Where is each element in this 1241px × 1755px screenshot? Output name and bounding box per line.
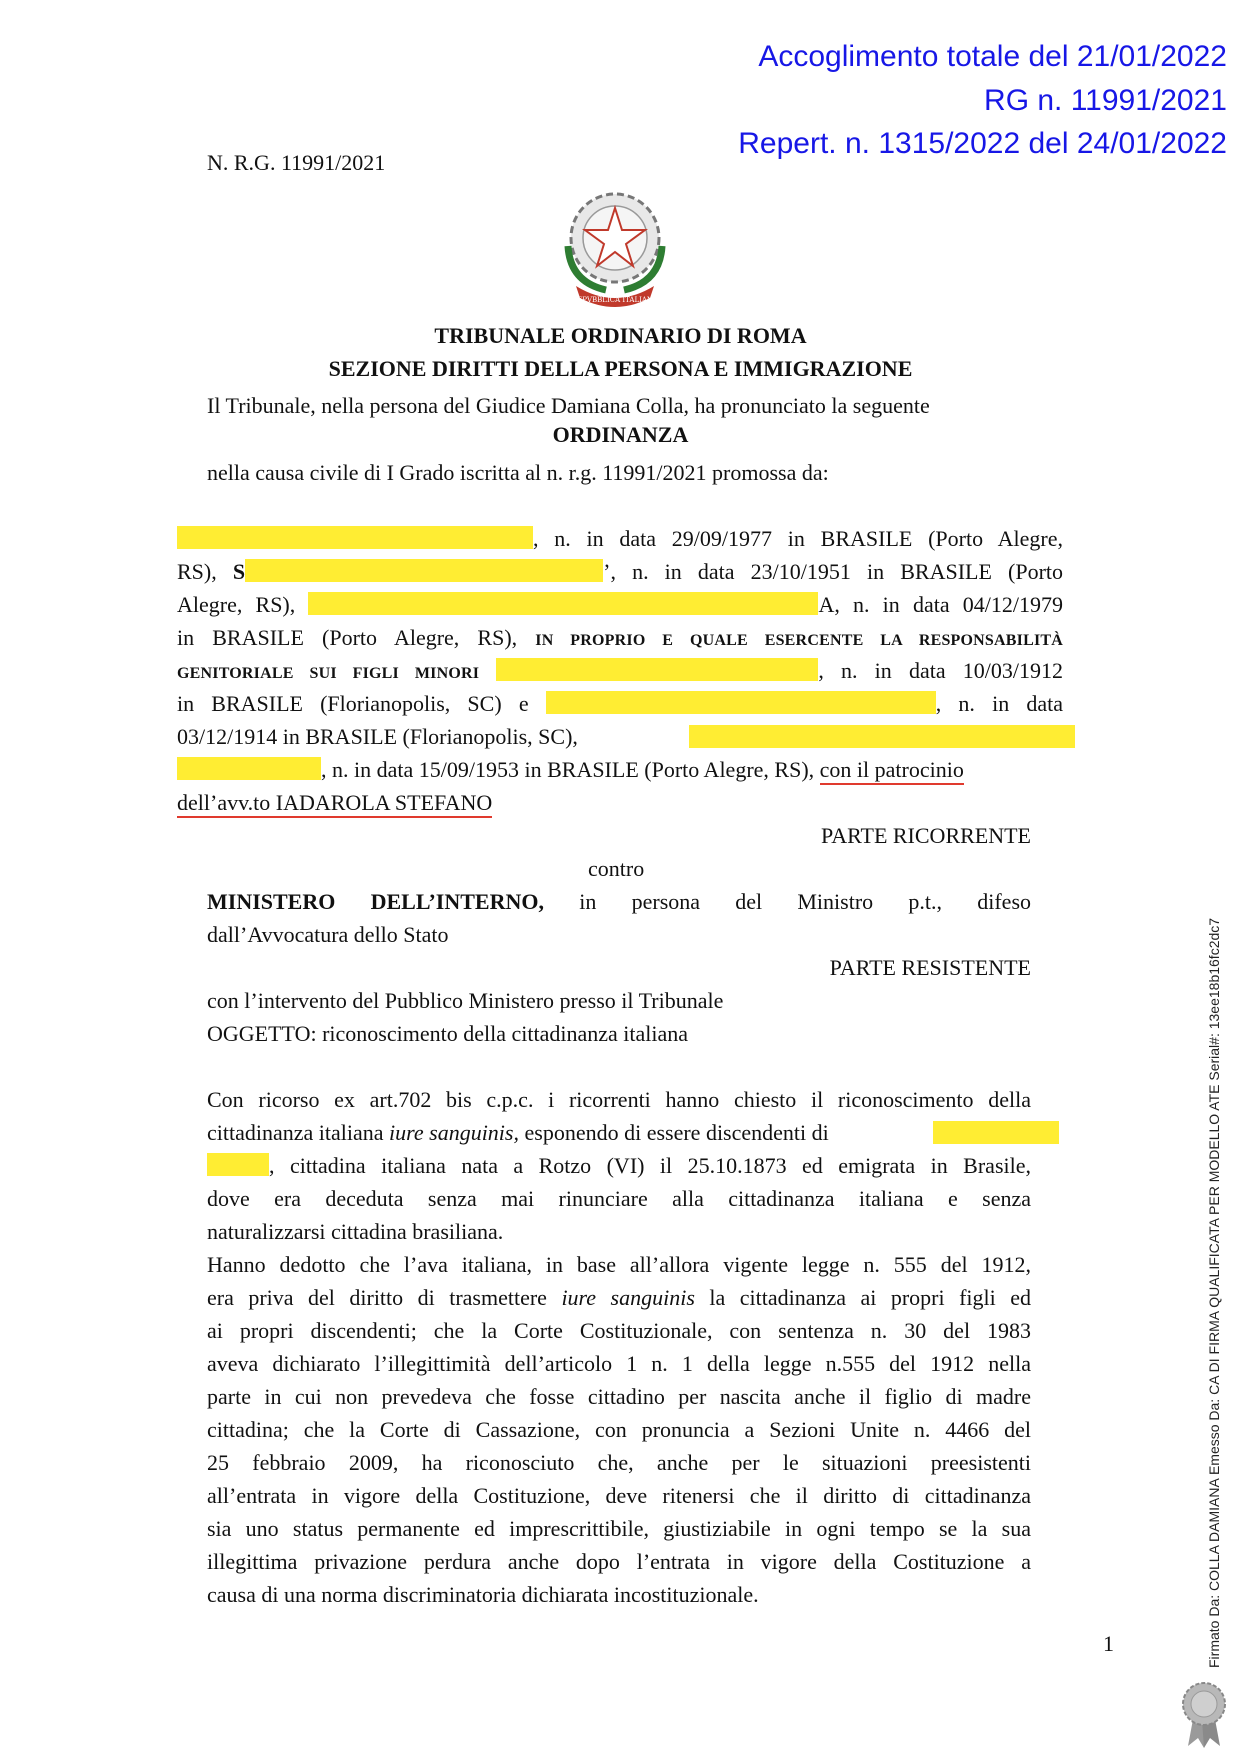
- body-line: Hanno dedotto che l’ava italiana, in base all’allora vigente legge n. 555 del 1912,: [207, 1252, 1031, 1277]
- body-line: cittadinanza italiana iure sanguinis, esponendo di essere discendenti di: [207, 1120, 829, 1145]
- body-line: naturalizzarsi cittadina brasiliana.: [207, 1219, 504, 1244]
- body-line: 25 febbraio 2009, ha riconosciuto che, anche per le situazioni preesistenti: [207, 1450, 1031, 1475]
- redaction: [177, 526, 533, 549]
- body-line: causa di una norma discriminatoria dichiarata incostituzionale.: [207, 1582, 759, 1607]
- stamp-repert: Repert. n. 1315/2022 del 24/01/2022: [738, 127, 1227, 160]
- page-number: 1: [1103, 1631, 1114, 1656]
- party-line-4: in BRASILE (Porto Alegre, RS), IN PROPRIO E QUALE ESERCENTE LA RESPONSABILITÀ: [177, 625, 1064, 650]
- body-line: sia uno status permanente ed imprescrittibile, giustiziabile in ogni tempo se la sua: [207, 1516, 1031, 1541]
- body-line: illegittima privazione perdura anche dopo l’entrata in vigore della Costituzione a: [207, 1549, 1031, 1574]
- redaction: [689, 725, 1075, 748]
- redaction: [245, 559, 603, 582]
- parte-resistente: PARTE RESISTENTE: [829, 955, 1031, 980]
- party-line-8: , n. in data 15/09/1953 in BRASILE (Porto Alegre, RS), con il patrocinio: [177, 753, 964, 786]
- party-line-3: Alegre, RS), A, n. in data 04/12/1979: [177, 592, 1063, 617]
- redaction: [308, 592, 818, 615]
- party-line-6: in BRASILE (Florianopolis, SC) e , n. in data: [177, 691, 1063, 716]
- oggetto-line: OGGETTO: riconoscimento della cittadinanza italiana: [207, 1021, 688, 1046]
- body-line: ai propri discendenti; che la Corte Costituzionale, con sentenza n. 30 del 1983: [207, 1318, 1031, 1343]
- body-line: dove era deceduta senza mai rinunciare alla cittadinanza italiana e senza: [207, 1186, 1031, 1211]
- body-line: era priva del diritto di trasmettere iure sanguinis la cittadinanza ai propri figli ed: [207, 1285, 1031, 1310]
- redaction: [177, 757, 321, 780]
- party-line-1: , n. in data 29/09/1977 in BRASILE (Porto Alegre,: [177, 522, 1063, 555]
- redaction: [496, 658, 818, 681]
- ministero-line: MINISTERO DELL’INTERNO, in persona del Ministro p.t., difeso: [207, 889, 1032, 914]
- redaction: [207, 1153, 269, 1176]
- seal-icon: [1180, 1680, 1228, 1750]
- party-line-5: GENITORIALE SUI FIGLI MINORI , n. in data 10/03/1912: [177, 658, 1063, 683]
- body-line: cittadina; che la Corte di Cassazione, con pronuncia a Sezioni Unite n. 4466 del: [207, 1417, 1031, 1442]
- digital-signature-text: Firmato Da: COLLA DAMIANA Emesso Da: CA DI FIRMA QUALIFICATA PER MODELLO ATE Serial#: 13ee18b16fc2dc7: [1206, 917, 1222, 1668]
- body-line: Con ricorso ex art.702 bis c.p.c. i ricorrenti hanno chiesto il riconoscimento della: [207, 1087, 1031, 1112]
- judge-line: Il Tribunale, nella persona del Giudice Damiana Colla, ha pronunciato la seguente: [207, 393, 930, 418]
- body-line: all’entrata in vigore della Costituzione, deve ritenersi che il diritto di cittadinanza: [207, 1483, 1031, 1508]
- party-line-7: 03/12/1914 in BRASILE (Florianopolis, SC),: [177, 724, 578, 749]
- nrg-label: N. R.G. 11991/2021: [207, 150, 386, 175]
- document-type: ORDINANZA: [552, 422, 689, 447]
- case-line: nella causa civile di I Grado iscritta al n. r.g. 11991/2021 promossa da:: [207, 460, 829, 485]
- redaction: [546, 691, 936, 714]
- parte-ricorrente: PARTE RICORRENTE: [821, 823, 1031, 848]
- svg-text:REPVBBLICA ITALIANA: REPVBBLICA ITALIANA: [571, 296, 659, 304]
- redaction: [933, 1121, 1059, 1144]
- body-line: , cittadina italiana nata a Rotzo (VI) il 25.10.1873 ed emigrata in Brasile,: [207, 1149, 1031, 1182]
- intervento-line: con l’intervento del Pubblico Ministero presso il Tribunale: [207, 988, 724, 1013]
- republic-emblem: [556, 186, 674, 310]
- body-line: parte in cui non prevedeva che fosse cittadino per nascita anche il figlio di madre: [207, 1384, 1031, 1409]
- party-line-2: RS), S ’, n. in data 23/10/1951 in BRASILE (Porto: [177, 559, 1064, 584]
- court-name: TRIBUNALE ORDINARIO DI ROMA: [434, 323, 807, 348]
- body-line: aveva dichiarato l’illegittimità dell’articolo 1 n. 1 della legge n.555 del 1912 nella: [207, 1351, 1031, 1376]
- counsel-line: dell’avv.to IADAROLA STEFANO: [177, 786, 492, 819]
- court-section: SEZIONE DIRITTI DELLA PERSONA E IMMIGRAZIONE: [328, 356, 913, 381]
- stamp-status: Accoglimento totale del 21/01/2022: [758, 40, 1227, 73]
- avvocatura-line: dall’Avvocatura dello Stato: [207, 922, 449, 947]
- contro: contro: [588, 856, 645, 881]
- stamp-rg: RG n. 11991/2021: [984, 84, 1227, 117]
